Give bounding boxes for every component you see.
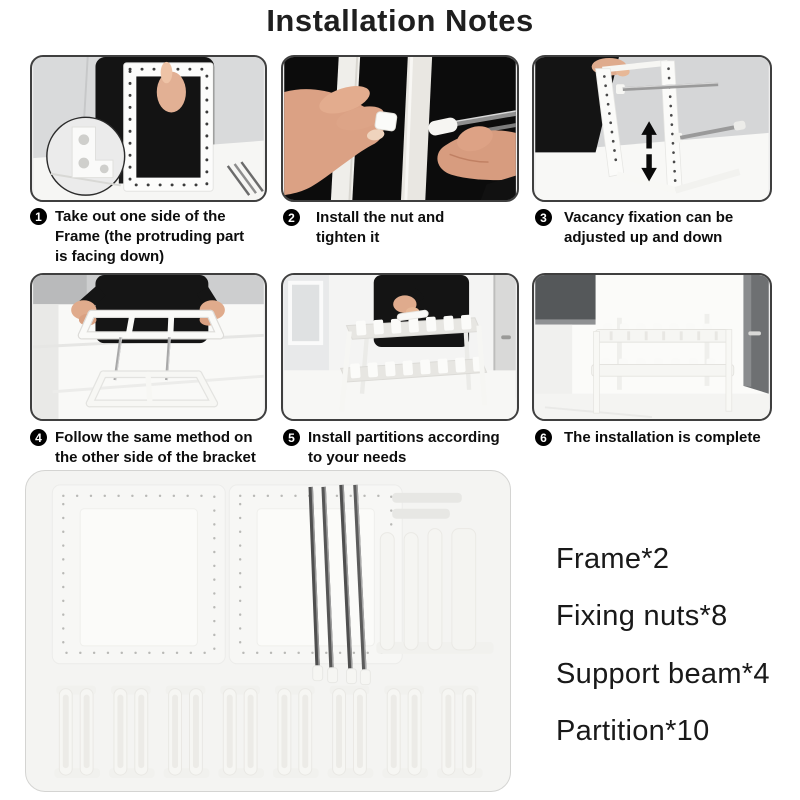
parts-illustration — [26, 471, 510, 791]
step-4-illustration — [32, 275, 265, 419]
step-6-illustration — [534, 275, 770, 419]
door — [743, 275, 768, 394]
step-4-caption — [30, 428, 265, 468]
step-1-caption — [30, 207, 255, 267]
step-2-text: Install the nut and tighten it — [316, 209, 445, 246]
step-2-photo — [281, 55, 519, 202]
corner-detail-inset — [47, 117, 125, 195]
part-item-fixing-nuts: Fixing nuts*8 — [556, 600, 728, 632]
step-6-caption — [535, 428, 789, 448]
step-3-caption — [535, 208, 754, 248]
step-5-number-badge: 5 — [283, 429, 300, 446]
step-3-text: Vacancy fixation can be adjusted up and down — [564, 209, 734, 246]
parts-photo — [25, 470, 511, 792]
step-5-text: Install partitions according to your needs — [308, 429, 500, 466]
step-6-number-badge: 6 — [535, 429, 552, 446]
step-2-caption — [283, 208, 471, 248]
step-5-illustration — [283, 275, 517, 419]
step-3-number-badge: 3 — [535, 209, 552, 226]
step-6-photo — [532, 273, 772, 421]
step-4-text: Follow the same method on the other side of the bracket — [55, 429, 256, 466]
partition-parts-row — [54, 686, 482, 778]
step-5-photo — [281, 273, 519, 421]
step-1-number-badge: 1 — [30, 208, 47, 225]
step-3-illustration — [534, 57, 770, 200]
window-frame — [284, 275, 329, 370]
step-1-illustration — [32, 57, 265, 200]
step-5-caption — [283, 428, 508, 468]
part-item-partition: Partition*10 — [556, 715, 710, 747]
step-1-text: Take out one side of the Frame (the protruding part is facing down) — [55, 208, 245, 265]
step-2-illustration — [283, 57, 517, 200]
step-3-photo — [532, 55, 772, 202]
frame-part-1 — [52, 485, 225, 664]
part-item-frame: Frame*2 — [556, 543, 670, 575]
step-4-photo — [30, 273, 267, 421]
step-6-text: The installation is complete — [564, 429, 761, 446]
page-title: Installation Notes — [266, 3, 534, 38]
step-4-number-badge: 4 — [30, 429, 47, 446]
step-1-photo — [30, 55, 267, 202]
partition-part-vertical — [376, 529, 493, 654]
cabinet-block — [535, 275, 595, 320]
nut-icon — [375, 111, 398, 131]
step-2-number-badge: 2 — [283, 209, 300, 226]
part-item-support-beam: Support beam*4 — [556, 658, 770, 690]
